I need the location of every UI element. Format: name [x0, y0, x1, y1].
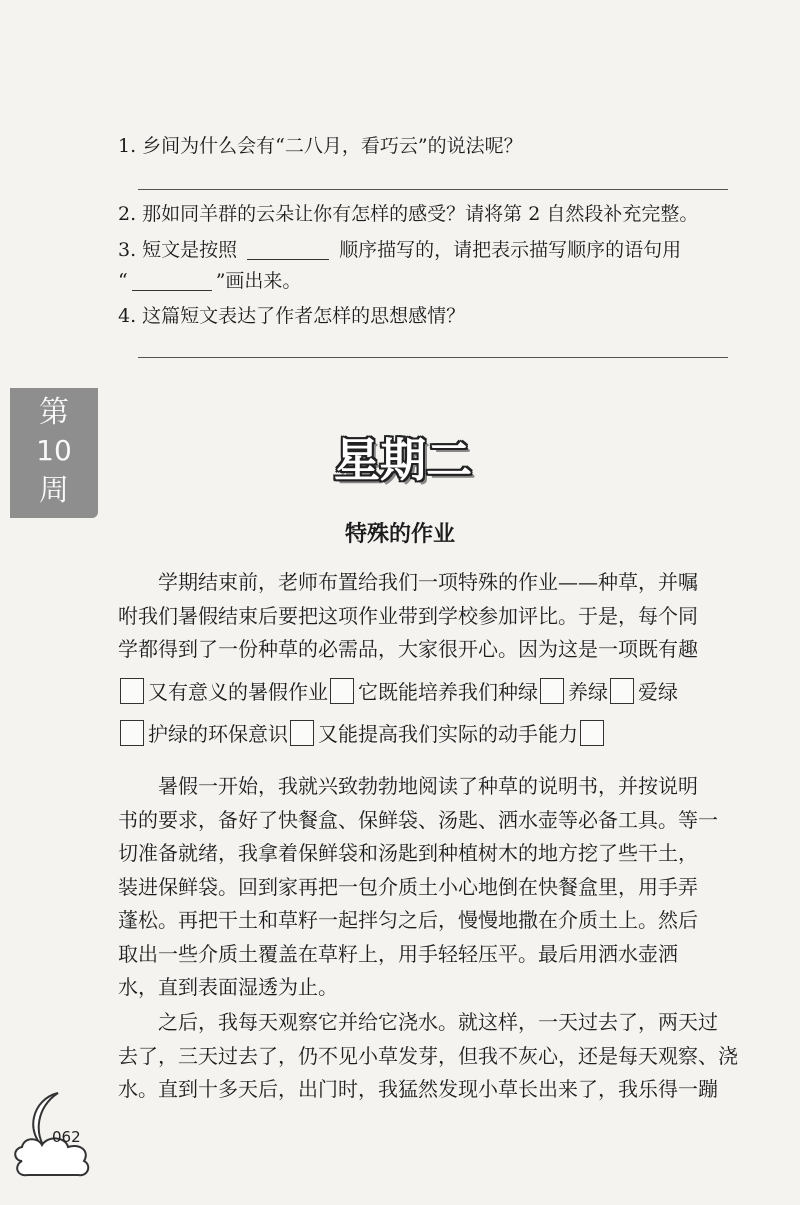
- paragraph-1: [118, 566, 738, 752]
- question-3-line-2: [118, 267, 301, 295]
- fill-blank[interactable]: [132, 268, 212, 291]
- text-line: 水，直到表面湿透为止。: [118, 975, 338, 999]
- text-line: 之后，我每天观察它并给它浇水。就这样，一天过去了，两天过: [158, 1010, 718, 1034]
- text-line-with-boxes: [118, 718, 738, 752]
- question-1: 1. 乡间为什么会有“二八月，看巧云”的说法呢？: [118, 135, 523, 157]
- paragraph-2: [118, 770, 738, 1005]
- question-3-text-after: 顺序描写的，请把表示描写顺序的语句用: [339, 239, 682, 261]
- punctuation-box[interactable]: [610, 678, 634, 704]
- text-line: 学期结束前，老师布置给我们一项特殊的作业——种草，并嘱: [158, 570, 698, 594]
- text-line: 蓬松。再把干土和草籽一起拌匀之后，慢慢地撒在介质土上。然后: [118, 908, 698, 932]
- punctuation-box[interactable]: [120, 720, 144, 746]
- question-3: [118, 236, 681, 264]
- text-line-with-boxes: [118, 676, 738, 710]
- text-line: 水。直到十多天后，出门时，我猛然发现小草长出来了，我乐得一蹦: [118, 1077, 718, 1101]
- text-segment: 又有意义的暑假作业: [148, 679, 328, 704]
- text-segment: 它既能培养我们种绿: [358, 679, 538, 704]
- punctuation-box[interactable]: [290, 720, 314, 746]
- text-line: 取出一些介质土覆盖在草籽上，用手轻轻压平。最后用洒水壶洒: [118, 941, 678, 966]
- text-line: 装进保鲜袋。回到家再把一包介质土小心地倒在快餐盒里，用手弄: [118, 874, 698, 899]
- punctuation-box[interactable]: [330, 678, 354, 704]
- quote-open: “: [118, 270, 128, 292]
- text-line: 去了，三天过去了，仍不见小草发芽，但我不灰心，还是每天观察、浇: [118, 1043, 738, 1068]
- answer-line-1: [138, 189, 728, 190]
- text-line: 学都得到了一份种草的必需品，大家很开心。因为这是一项既有趣: [118, 637, 698, 661]
- week-tab-char-1: 第: [39, 395, 69, 430]
- text-segment: 爱绿: [638, 679, 678, 704]
- page-number: 062: [52, 1128, 81, 1146]
- week-tab: [10, 388, 98, 518]
- question-2: 2. 那如同羊群的云朵让你有怎样的感受？请将第 2 自然段补充完整。: [118, 203, 699, 225]
- quote-close: ”画出来。: [215, 270, 302, 292]
- week-tab-number: 10: [36, 434, 72, 467]
- fill-blank[interactable]: [247, 237, 329, 260]
- text-line: 书的要求，备好了快餐盒、保鲜袋、汤匙、洒水壶等必备工具。等一: [118, 807, 718, 832]
- text-segment: 养绿: [568, 679, 608, 704]
- day-title: 星期二: [334, 433, 472, 487]
- punctuation-box[interactable]: [540, 678, 564, 704]
- text-line: 切准备就绪，我拿着保鲜袋和汤匙到种植树木的地方挖了些干土，: [118, 841, 698, 865]
- punctuation-box[interactable]: [580, 720, 604, 746]
- paragraph-3: [118, 1006, 738, 1107]
- question-3-text-before: 3. 短文是按照: [118, 239, 238, 261]
- article-title: 特殊的作业: [344, 522, 455, 547]
- punctuation-box[interactable]: [120, 678, 144, 704]
- text-segment: 又能提高我们实际的动手能力: [318, 722, 578, 746]
- text-segment: 护绿的环保意识: [148, 722, 288, 746]
- answer-line-4: [138, 357, 728, 358]
- week-tab-char-3: 周: [39, 473, 69, 508]
- text-line: 咐我们暑假结束后要把这项作业带到学校参加评比。于是，每个同: [118, 603, 698, 628]
- text-line: 暑假一开始，我就兴致勃勃地阅读了种草的说明书，并按说明: [158, 774, 698, 798]
- question-4: 4. 这篇短文表达了作者怎样的思想感情？: [118, 305, 466, 327]
